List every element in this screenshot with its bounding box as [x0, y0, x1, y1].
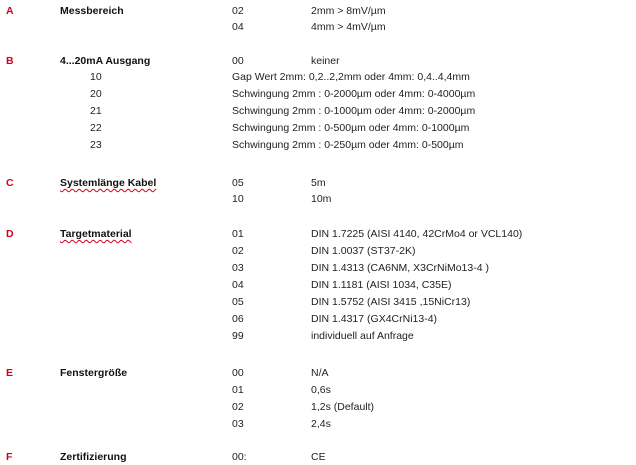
option-code: 03 — [232, 418, 244, 430]
option-code: 02 — [232, 245, 244, 257]
option-description: 0,6s — [311, 384, 331, 396]
option-description: CE — [311, 451, 326, 463]
section-e-header — [0, 365, 636, 381]
option-row — [0, 19, 636, 35]
option-description: DIN 1.7225 (AISI 4140, 42CrMo4 or VCL140) — [311, 228, 523, 240]
option-code: 21 — [90, 105, 102, 117]
option-description: Schwingung 2mm : 0-250µm oder 4mm: 0-500µm — [232, 139, 464, 151]
section-title: 4...20mA Ausgang — [60, 55, 151, 67]
option-description: 10m — [311, 193, 332, 205]
option-code: 05 — [232, 177, 244, 189]
section-letter: B — [6, 55, 14, 67]
section-d-header — [0, 226, 636, 242]
option-description: N/A — [311, 367, 329, 379]
option-row — [0, 260, 636, 276]
option-code: 00 — [232, 367, 244, 379]
option-code: 01 — [232, 384, 244, 396]
section-letter: C — [6, 177, 14, 189]
option-row — [0, 120, 636, 136]
option-description: DIN 1.4313 (CA6NM, X3CrNiMo13-4 ) — [311, 262, 489, 274]
option-row — [0, 86, 636, 102]
option-row — [0, 103, 636, 119]
option-row — [0, 399, 636, 415]
option-code: 99 — [232, 330, 244, 342]
option-code: 00: — [232, 451, 247, 463]
option-description: 1,2s (Default) — [311, 401, 375, 413]
section-letter: A — [6, 5, 14, 17]
option-code: 04 — [232, 21, 244, 33]
option-row — [0, 137, 636, 153]
option-description: Schwingung 2mm : 0-500µm oder 4mm: 0-1000µm — [232, 122, 470, 134]
option-description: keiner — [311, 55, 340, 67]
section-b-header — [0, 53, 636, 69]
section-title: Fenstergröße — [60, 367, 128, 379]
option-code: 22 — [90, 122, 102, 134]
option-row — [0, 416, 636, 432]
option-row — [0, 382, 636, 398]
option-description: 2,4s — [311, 418, 331, 430]
option-row — [0, 311, 636, 327]
option-row — [0, 294, 636, 310]
option-code: 02 — [232, 401, 244, 413]
option-description: DIN 1.0037 (ST37-2K) — [311, 245, 416, 257]
option-description: 5m — [311, 177, 326, 189]
section-title: Zertifizierung — [60, 451, 127, 463]
option-code: 03 — [232, 262, 244, 274]
section-a-header — [0, 3, 636, 19]
option-row — [0, 328, 636, 344]
option-description: 2mm > 8mV/µm — [311, 5, 386, 17]
option-description: DIN 1.5752 (AISI 3415 ,15NiCr13) — [311, 296, 471, 308]
section-f-header — [0, 449, 636, 465]
option-code: 23 — [90, 139, 102, 151]
option-code: 20 — [90, 88, 102, 100]
section-title: Targetmaterial — [60, 228, 132, 240]
option-code: 01 — [232, 228, 244, 240]
option-description: Schwingung 2mm : 0-2000µm oder 4mm: 0-4000µm — [232, 88, 476, 100]
option-code: 00 — [232, 55, 244, 67]
section-title: Systemlänge Kabel — [60, 177, 157, 189]
section-c-header — [0, 175, 636, 191]
option-code: 02 — [232, 5, 244, 17]
section-letter: E — [6, 367, 14, 379]
section-letter: F — [6, 451, 13, 463]
option-row — [0, 243, 636, 259]
option-description: Gap Wert 2mm: 0,2..2,2mm oder 4mm: 0,4..4,4mm — [232, 71, 470, 83]
option-code: 05 — [232, 296, 244, 308]
option-description: individuell auf Anfrage — [311, 330, 414, 342]
option-description: 4mm > 4mV/µm — [311, 21, 386, 33]
option-code: 04 — [232, 279, 244, 291]
section-title: Messbereich — [60, 5, 124, 17]
option-row — [0, 69, 636, 85]
option-description: DIN 1.4317 (GX4CrNi13-4) — [311, 313, 438, 325]
option-code: 06 — [232, 313, 244, 325]
option-code: 10 — [90, 71, 102, 83]
option-row — [0, 191, 636, 207]
option-code: 10 — [232, 193, 244, 205]
option-row — [0, 277, 636, 293]
option-description: Schwingung 2mm : 0-1000µm oder 4mm: 0-2000µm — [232, 105, 476, 117]
section-letter: D — [6, 228, 14, 240]
option-description: DIN 1.1181 (AISI 1034, C35E) — [311, 279, 452, 291]
